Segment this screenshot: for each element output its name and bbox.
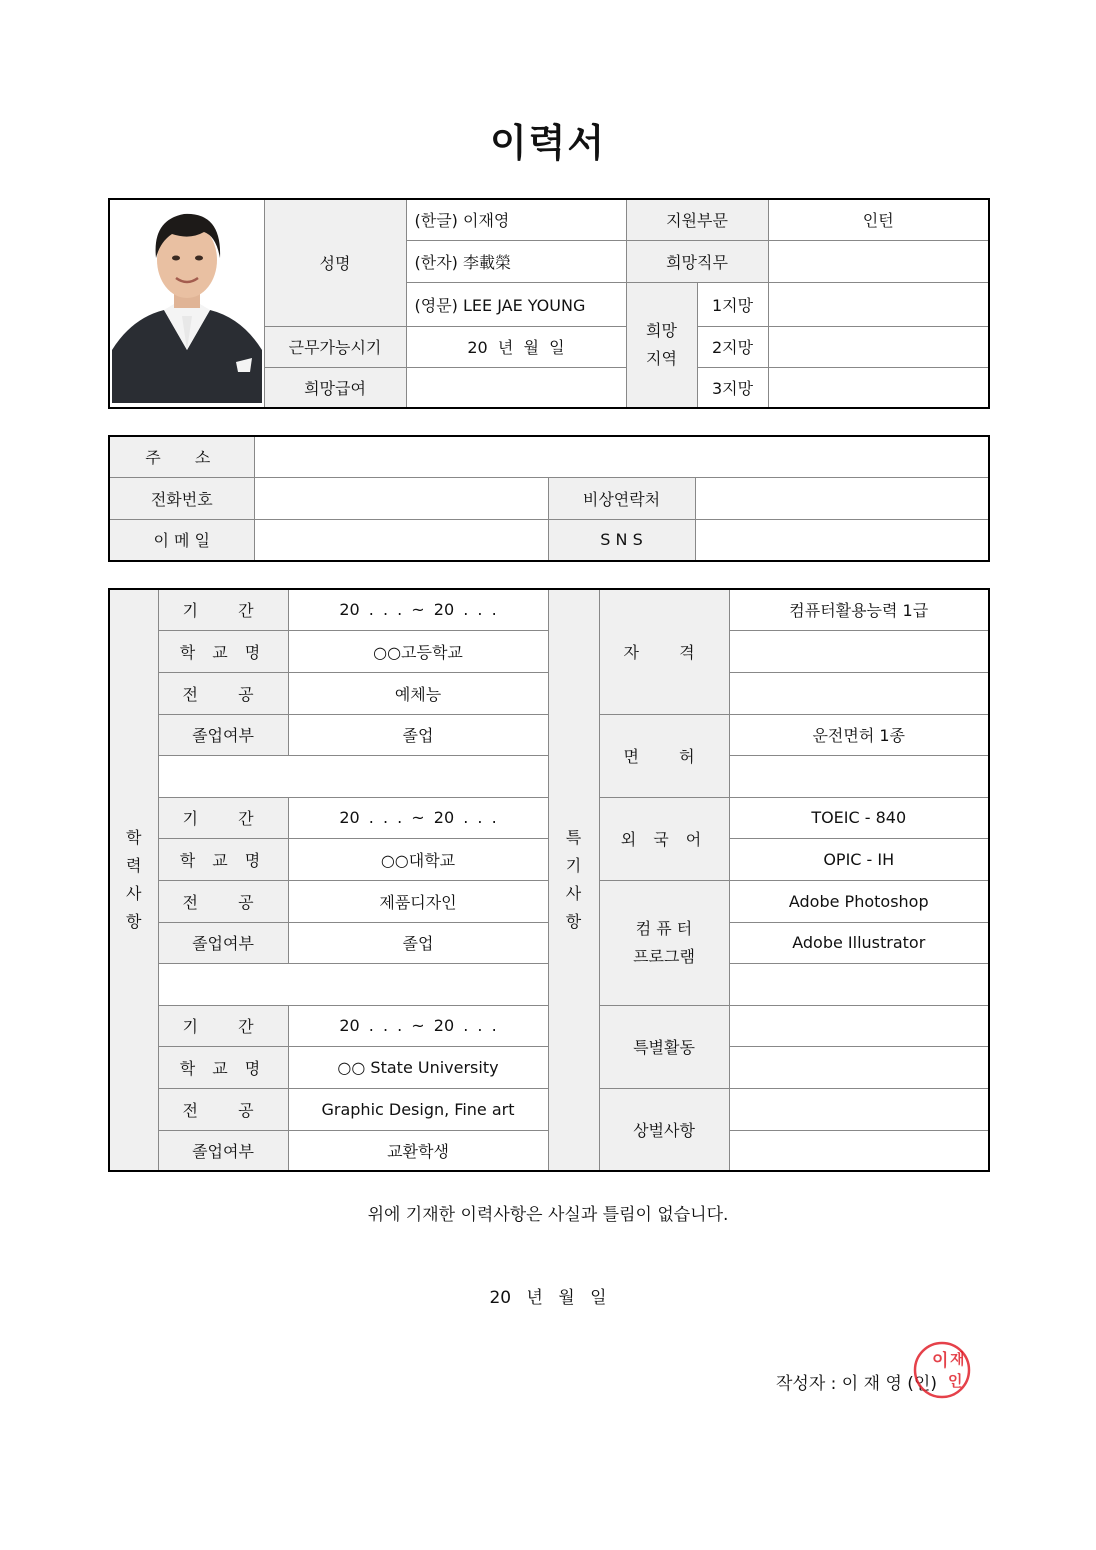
cert-value — [729, 672, 989, 714]
awards-label: 상벌사항 — [599, 1088, 729, 1171]
cert-value: 컴퓨터활용능력 1급 — [729, 589, 989, 630]
education-label-char: 사 — [126, 884, 142, 903]
school-value: ○○대학교 — [288, 838, 548, 880]
region-label — [626, 282, 697, 408]
school-value: ○○고등학교 — [288, 630, 548, 672]
name-hanja: (한자) 李載榮 — [406, 240, 626, 282]
education-section-label — [109, 589, 158, 1171]
computer-value: Adobe Photoshop — [729, 880, 989, 922]
period-value: 20 . . . ~ 20 . . . — [288, 589, 548, 630]
computer-label — [599, 880, 729, 1005]
phone-label: 전화번호 — [109, 477, 254, 519]
salary-label: 희망급여 — [264, 367, 406, 408]
license-value: 운전면허 1종 — [729, 714, 989, 755]
seal-stamp-icon — [912, 1340, 972, 1400]
pledge-text: 위에 기재한 이력사항은 사실과 틀림이 없습니다. — [367, 1205, 729, 1225]
major-label: 전 공 — [158, 880, 288, 922]
activity-value — [729, 1046, 989, 1088]
major-value: 제품디자인 — [288, 880, 548, 922]
page-title: 이력서 — [489, 121, 607, 165]
name-label: 성명 — [264, 199, 406, 326]
language-value: TOEIC - 840 — [729, 797, 989, 838]
choice2-label: 2지망 — [697, 326, 768, 367]
activity-value — [729, 1005, 989, 1046]
status-label: 졸업여부 — [158, 922, 288, 963]
education-label-char: 력 — [126, 856, 142, 875]
choice3-value — [768, 367, 989, 408]
special-label-char: 기 — [565, 856, 582, 875]
address-value — [254, 436, 989, 477]
school-label: 학 교 명 — [158, 838, 288, 880]
education-spacer — [158, 755, 548, 797]
email-label: 이 메 일 — [109, 519, 254, 561]
start-value: 20 년 월 일 — [406, 326, 626, 367]
status-value: 졸업 — [288, 714, 548, 755]
choice2-value — [768, 326, 989, 367]
job-label: 희망직무 — [626, 240, 768, 282]
awards-value — [729, 1088, 989, 1130]
major-value: Graphic Design, Fine art — [288, 1088, 548, 1130]
job-value — [768, 240, 989, 282]
status-value: 교환학생 — [288, 1130, 548, 1171]
profile-photo — [109, 199, 264, 408]
contact-table — [108, 435, 990, 562]
period-label: 기 간 — [158, 589, 288, 630]
writer-signature: 작성자 : 이 재 영 (인) — [776, 1374, 937, 1394]
svg-text:재: 재 — [950, 1350, 965, 1368]
major-label: 전 공 — [158, 672, 288, 714]
svg-text:이: 이 — [932, 1351, 949, 1371]
special-section-label — [548, 589, 599, 1171]
education-label-char: 항 — [126, 912, 142, 931]
period-value: 20 . . . ~ 20 . . . — [288, 797, 548, 838]
education-spacer — [158, 963, 548, 1005]
period-label: 기 간 — [158, 1005, 288, 1046]
computer-label-line2: 프로그램 — [633, 946, 695, 966]
special-label-char: 특 — [565, 828, 582, 847]
svg-text:인: 인 — [948, 1372, 963, 1390]
license-value — [729, 755, 989, 797]
sns-label: S N S — [548, 519, 695, 561]
education-special-table — [108, 588, 990, 1172]
major-label: 전 공 — [158, 1088, 288, 1130]
personal-info-table — [108, 198, 990, 409]
status-label: 졸업여부 — [158, 1130, 288, 1171]
portrait-image — [112, 200, 262, 403]
salary-value — [406, 367, 626, 408]
signature-date: 20 년 월 일 — [489, 1288, 607, 1308]
sns-value — [695, 519, 989, 561]
period-label: 기 간 — [158, 797, 288, 838]
special-label-char: 사 — [565, 884, 582, 903]
choice1-label: 1지망 — [697, 282, 768, 326]
language-value: OPIC - IH — [729, 838, 989, 880]
region-label-line1: 희망 — [646, 320, 677, 340]
choice1-value — [768, 282, 989, 326]
cert-value — [729, 630, 989, 672]
school-label: 학 교 명 — [158, 1046, 288, 1088]
dept-value: 인턴 — [768, 199, 989, 240]
computer-value — [729, 963, 989, 1005]
emergency-label: 비상연락처 — [548, 477, 695, 519]
cert-label: 자 격 — [599, 589, 729, 714]
status-label: 졸업여부 — [158, 714, 288, 755]
major-value: 예체능 — [288, 672, 548, 714]
education-label-char: 학 — [126, 828, 142, 847]
start-label: 근무가능시기 — [264, 326, 406, 367]
school-value: ○○ State University — [288, 1046, 548, 1088]
name-english: (영문) LEE JAE YOUNG — [406, 282, 626, 326]
computer-label-line1: 컴 퓨 터 — [635, 918, 693, 938]
status-value: 졸업 — [288, 922, 548, 963]
choice3-label: 3지망 — [697, 367, 768, 408]
emergency-value — [695, 477, 989, 519]
special-label-char: 항 — [565, 912, 582, 931]
address-label: 주 소 — [109, 436, 254, 477]
phone-value — [254, 477, 548, 519]
region-label-line2: 지역 — [646, 348, 677, 368]
dept-label: 지원부문 — [626, 199, 768, 240]
school-label: 학 교 명 — [158, 630, 288, 672]
license-label: 면 허 — [599, 714, 729, 797]
computer-value: Adobe Illustrator — [729, 922, 989, 963]
period-value: 20 . . . ~ 20 . . . — [288, 1005, 548, 1046]
awards-value — [729, 1130, 989, 1171]
language-label: 외 국 어 — [599, 797, 729, 880]
activity-label: 특별활동 — [599, 1005, 729, 1088]
email-value — [254, 519, 548, 561]
name-korean: (한글) 이재영 — [406, 199, 626, 240]
